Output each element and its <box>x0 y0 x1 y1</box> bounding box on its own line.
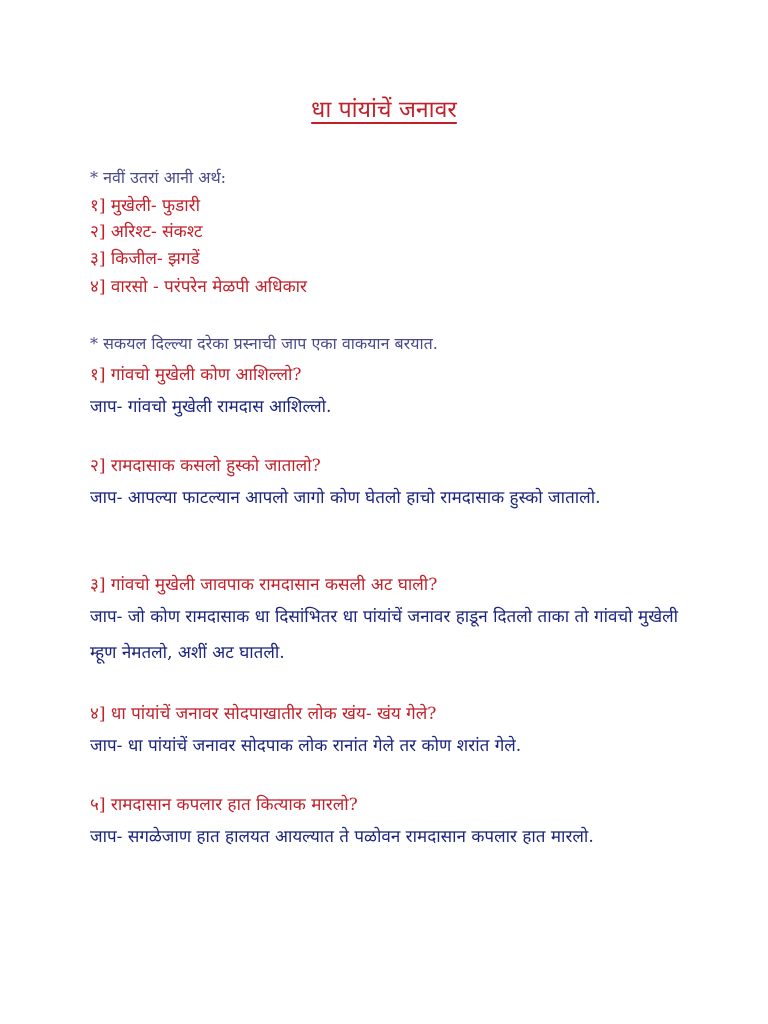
question: २] रामदासाक कसलो हुस्को जातालो? <box>90 456 321 476</box>
answer: जाप- गांवचो मुखेली रामदास आशिल्लो. <box>90 397 332 417</box>
vocab-item: २] अरिश्ट- संकश्ट <box>90 222 203 242</box>
page-title: धा पांयांचें जनावर <box>311 97 457 123</box>
question: ३] गांवचो मुखेली जावपाक रामदासान कसली अट घाली? <box>90 575 438 595</box>
question: १] गांवचो मुखेली कोण आशिल्लो? <box>90 365 302 385</box>
answer: जाप- आपल्या फाटल्यान आपलो जागो कोण घेतलो हाचो रामदासाक हुस्को जातालो. <box>90 488 601 508</box>
answer: जाप- धा पांयांचें जनावर सोदपाक लोक रानांत गेले तर कोण शरांत गेले. <box>90 736 522 756</box>
vocab-item: ४] वारसो - परंपरेन मेळपी अधिकार <box>90 277 307 297</box>
vocab-heading: * नवीं उतरां आनी अर्थ: <box>90 168 227 187</box>
vocab-item: १] मुखेली- फुडारी <box>90 196 200 216</box>
question: ५] रामदासान कपलार हात कित्याक मारलो? <box>90 795 358 815</box>
answer: जाप- जो कोण रामदासाक धा दिसांभितर धा पांयांचें जनावर हाडून दितलो ताका तो गांवचो मुखेली म्हूण नेमतलो, अशीं अट घातली. <box>90 607 679 663</box>
qa-heading: * सकयल दिल्ल्या दरेका प्रस्नाची जाप एका वाकयान बरयात. <box>90 334 438 353</box>
vocab-item: ३] किजील- झगडें <box>90 249 200 269</box>
answer: जाप- सगळेजाण हात हालयत आयल्यात ते पळोवन रामदासान कपलार हात मारलो. <box>90 827 594 847</box>
question: ४] धा पांयांचें जनावर सोदपाखातीर लोक खंय- खंय गेले? <box>90 704 437 724</box>
